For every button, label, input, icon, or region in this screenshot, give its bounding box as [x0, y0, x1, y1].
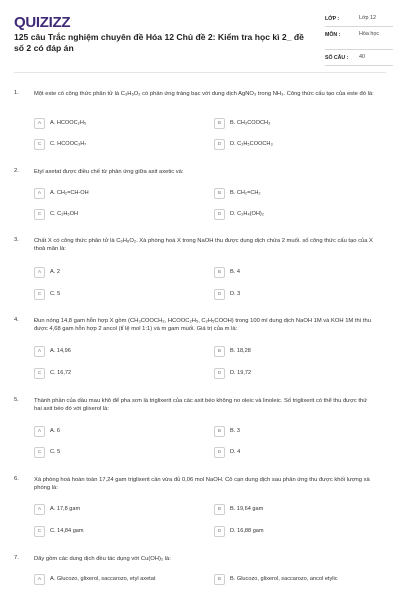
question-number: 2. [14, 168, 19, 174]
option-letter-badge: D [214, 526, 225, 537]
meta-class-label: LỚP : [325, 16, 340, 22]
option-b[interactable] [214, 346, 354, 357]
question-number: 7. [14, 555, 19, 561]
option-text: D. C₂H₄(OH)₂ [230, 211, 264, 217]
option-letter-badge: C [34, 368, 45, 379]
question-number: 5. [14, 397, 19, 403]
option-letter-badge: B [214, 188, 225, 199]
option-letter-badge: C [34, 447, 45, 458]
question-text: Etyl axetat được điều chế từ phản ứng giữa axit axetic và: [34, 169, 184, 175]
meta-subject-row [325, 29, 393, 52]
option-letter-badge: A [34, 426, 45, 437]
option-d[interactable] [214, 139, 354, 150]
option-b[interactable] [214, 426, 354, 437]
option-text: B. 19,64 gam [230, 506, 264, 512]
option-a[interactable] [34, 346, 174, 357]
option-letter-badge: A [34, 504, 45, 515]
option-letter-badge: C [34, 209, 45, 220]
option-text: B. CH₃COOCH₃ [230, 120, 271, 126]
option-text: D. 3 [230, 291, 241, 297]
option-text: A. 2 [50, 269, 60, 275]
meta-count-label: SỐ CÂU : [325, 55, 349, 61]
option-letter-badge: C [34, 139, 45, 150]
option-c[interactable] [34, 139, 174, 150]
option-text: B. Glucozo, glixerol, saccarozo, ancol etylic [230, 576, 338, 582]
option-d[interactable] [214, 209, 354, 220]
option-text: A. HCOOC₂H₅ [50, 120, 87, 126]
meta-divider [325, 26, 393, 27]
option-letter-badge: C [34, 526, 45, 537]
option-text: B. 4 [230, 269, 240, 275]
option-text: B. CH₂=CH₂ [230, 190, 261, 196]
option-b[interactable] [214, 574, 354, 585]
option-letter-badge: D [214, 368, 225, 379]
question-text: Thành phần của dầu mau khô để pha sơn là triglixerit của các axit béo không no oleic và linoleic. Số triglixerit có thể thu được thứ hai axit béo đó với glixerol là: [34, 398, 368, 413]
question-text: Xà phòng hoá hoàn toàn 17,24 gam triglixerit cần vừa đủ 0,06 mol NaOH. Cô cạn dung dịch sau phản ứng thu được khối lượng xà phòng là: [34, 477, 370, 492]
option-letter-badge: B [214, 574, 225, 585]
option-letter-badge: A [34, 574, 45, 585]
option-letter-badge: D [214, 209, 225, 220]
option-b[interactable] [214, 504, 354, 515]
meta-count-value: 40 [359, 54, 365, 60]
option-text: C. 16,72 [50, 370, 72, 376]
meta-class-value: Lớp 12 [359, 15, 377, 21]
meta-count-row [325, 52, 393, 68]
option-letter-badge: A [34, 188, 45, 199]
question-number: 4. [14, 317, 19, 323]
question-text: Dãy gồm các dung dịch đều tác dụng với Cu(OH)₂ là: [34, 556, 171, 562]
option-letter-badge: D [214, 139, 225, 150]
option-letter-badge: C [34, 289, 45, 300]
option-text: A. CH₂=CH-OH [50, 190, 89, 196]
option-text: A. 6 [50, 428, 60, 434]
option-b[interactable] [214, 188, 354, 199]
option-d[interactable] [214, 289, 354, 300]
question-number: 1. [14, 90, 19, 96]
question-number: 3. [14, 237, 19, 243]
option-letter-badge: D [214, 289, 225, 300]
meta-divider [325, 49, 393, 50]
option-text: C. 5 [50, 291, 61, 297]
question-text: Một este có công thức phân tử là C₃H₆O₂ có phản ứng tráng bạc với dung dịch AgNO₃ trong NH₃. Công thức cấu tạo của este đó là: [34, 91, 374, 97]
option-d[interactable] [214, 368, 354, 379]
option-text: C. 5 [50, 449, 61, 455]
option-letter-badge: B [214, 504, 225, 515]
option-text: C. HCOOC₃H₇ [50, 141, 87, 147]
option-a[interactable] [34, 188, 174, 199]
option-letter-badge: B [214, 346, 225, 357]
option-text: D. 4 [230, 449, 241, 455]
option-b[interactable] [214, 118, 354, 129]
question-text: Chất X có công thức phân tử là C₆H₈O₂. Xà phòng hoá X trong NaOH thu được dung dịch chứa 2 muối. số công thức cấu tạo của X thoả mãn là: [34, 238, 373, 253]
option-c[interactable] [34, 526, 174, 537]
option-letter-badge: B [214, 267, 225, 278]
option-text: D. C₂H₅COOCH₃ [230, 141, 273, 147]
option-a[interactable] [34, 267, 174, 278]
option-d[interactable] [214, 526, 354, 537]
quizizz-logo: QUIZIZZ [14, 14, 71, 31]
option-a[interactable] [34, 426, 174, 437]
worksheet-header [0, 0, 400, 70]
option-b[interactable] [214, 267, 354, 278]
option-a[interactable] [34, 118, 174, 129]
option-text: A. 17,8 gam [50, 506, 81, 512]
option-text: A. Glucozo, glixerol, saccarozo, etyl axetat [50, 576, 156, 582]
option-c[interactable] [34, 447, 174, 458]
option-c[interactable] [34, 368, 174, 379]
option-text: C. 14,84 gam [50, 528, 84, 534]
option-text: B. 3 [230, 428, 240, 434]
meta-class-row [325, 13, 393, 29]
option-letter-badge: A [34, 346, 45, 357]
option-letter-badge: D [214, 447, 225, 458]
option-d[interactable] [214, 447, 354, 458]
option-letter-badge: B [214, 118, 225, 129]
option-text: C. C₂H₅OH [50, 211, 79, 217]
header-divider [14, 72, 386, 73]
worksheet-title: 125 câu Trắc nghiệm chuyên đề Hóa 12 Chủ đề 2: Kiểm tra học kì 2_ đề số 2 có đáp án [14, 32, 304, 53]
option-a[interactable] [34, 504, 174, 515]
option-text: B. 18,28 [230, 348, 251, 354]
option-letter-badge: B [214, 426, 225, 437]
option-text: A. 14,96 [50, 348, 71, 354]
meta-subject-label: MÔN : [325, 32, 341, 38]
meta-subject-value: Hóa học [359, 31, 380, 37]
worksheet-meta [325, 13, 393, 68]
option-letter-badge: A [34, 118, 45, 129]
question-text: Đun nóng 14,8 gam hỗn hợp X gồm (CH₃COOCH₃, HCOOC₂H₅, C₂H₅COOH) trong 100 ml dung dịch NaOH 1M và KOH 1M thì thu được 4,68 gam hỗn hợp 2 ancol (tỉ lệ mol 1:1) và m gam muối. Giá trị của m là: [34, 318, 371, 333]
option-c[interactable] [34, 209, 174, 220]
option-a[interactable] [34, 574, 174, 585]
option-letter-badge: A [34, 267, 45, 278]
meta-divider [325, 65, 393, 66]
option-c[interactable] [34, 289, 174, 300]
question-number: 6. [14, 476, 19, 482]
option-text: D. 19,72 [230, 370, 252, 376]
option-text: D. 16,88 gam [230, 528, 264, 534]
